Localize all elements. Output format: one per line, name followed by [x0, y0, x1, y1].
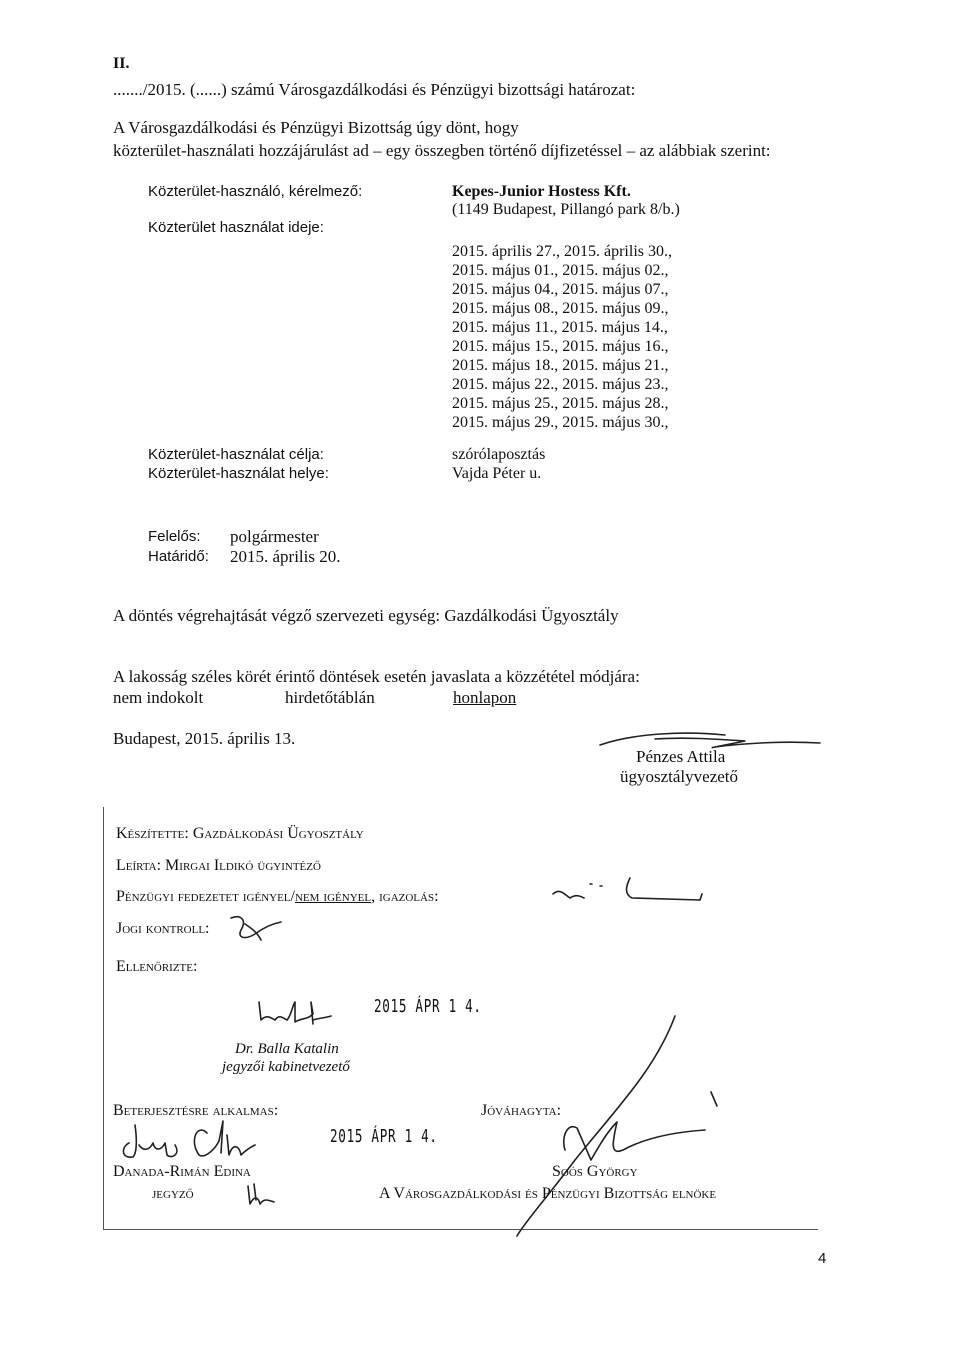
- period-label: Közterület használat ideje:: [148, 219, 324, 236]
- date-line: 2015. május 25., 2015. május 28.,: [452, 395, 669, 412]
- date-line: 2015. május 08., 2015. május 09.,: [452, 300, 669, 317]
- publication-option-selected: honlapon: [453, 688, 517, 707]
- publication-question: A lakosság széles körét érintő döntések esetén javaslata a közzététel módjára:: [113, 667, 640, 686]
- notary-title: jegyző: [152, 1185, 194, 1202]
- prepared-by: Készítette: Gazdálkodási Ügyosztály: [116, 825, 364, 842]
- applicant-label: Közterület-használó, kérelmező:: [148, 183, 363, 200]
- executing-unit: A döntés végrehajtását végző szervezeti egység: Gazdálkodási Ügyosztály: [113, 606, 619, 625]
- signature-notary-initial: [240, 1180, 280, 1210]
- purpose-value: szórólaposztás: [452, 446, 546, 463]
- applicant-address: (1149 Budapest, Pillangó park 8/b.): [452, 201, 680, 218]
- checked-label: Ellenőrizte:: [116, 958, 198, 975]
- date-line: 2015. május 22., 2015. május 23.,: [452, 376, 669, 393]
- signer-name: Pénzes Attila: [636, 747, 726, 766]
- applicant-name: Kepes-Junior Hostess Kft.: [452, 183, 631, 200]
- deadline-value: 2015. április 20.: [230, 547, 341, 566]
- signature-chair: [505, 1010, 735, 1240]
- signature-notary: [115, 1115, 275, 1165]
- submission-label: Beterjesztésre alkalmas:: [113, 1102, 279, 1119]
- finance-line: [116, 888, 439, 906]
- date-line: 2015. május 29., 2015. május 30.,: [452, 414, 669, 431]
- date-line: 2015. május 18., 2015. május 21.,: [452, 357, 669, 374]
- deadline-label: Határidő:: [148, 548, 209, 565]
- publication-option: nem indokolt: [113, 688, 204, 707]
- signature-finance: [550, 872, 710, 906]
- date-line: 2015. május 11., 2015. május 14.,: [452, 319, 668, 336]
- intro-line-2: közterület-használati hozzájárulást ad – egy összegben történő díjfizetéssel – az alábbiak szerint:: [113, 141, 771, 160]
- section-number: II.: [113, 55, 130, 72]
- responsible-value: polgármester: [230, 527, 319, 546]
- date-line: 2015. május 01., 2015. május 02.,: [452, 262, 669, 279]
- chair-name: Soós György: [552, 1163, 638, 1180]
- checker-title: jegyzői kabinetvezető: [222, 1059, 350, 1075]
- purpose-label: Közterület-használat célja:: [148, 446, 324, 463]
- resolution-heading: ......./2015. (......) számú Városgazdálkodási és Pénzügyi bizottsági határozat:: [113, 80, 636, 99]
- date-line: 2015. április 27., 2015. április 30.,: [452, 243, 672, 260]
- publication-option: hirdetőtáblán: [285, 688, 375, 707]
- place-label: Közterület-használat helye:: [148, 465, 329, 482]
- written-by: Leírta: Mirgai Ildikó ügyintéző: [116, 857, 321, 874]
- intro-line-1: A Városgazdálkodási és Pénzügyi Bizottság úgy dönt, hogy: [113, 118, 519, 137]
- notary-name: Danada-Rimán Edina: [113, 1163, 251, 1180]
- date-line: 2015. május 15., 2015. május 16.,: [452, 338, 669, 355]
- signature-legal: [225, 910, 285, 946]
- place-date: Budapest, 2015. április 13.: [113, 729, 296, 748]
- signature-checker: [255, 996, 335, 1026]
- date-line: 2015. május 04., 2015. május 07.,: [452, 281, 669, 298]
- legal-control: Jogi kontroll:: [116, 920, 210, 937]
- place-value: Vajda Péter u.: [452, 465, 542, 482]
- finance-selected: nem igényel: [294, 888, 372, 905]
- finance-prefix: Pénzügyi fedezetet igényel/: [116, 888, 295, 905]
- approved-label: Jóváhagyta:: [481, 1102, 562, 1119]
- signer-title: ügyosztályvezető: [620, 767, 739, 786]
- page-number: 4: [818, 1250, 827, 1267]
- finance-suffix: , igazolás:: [371, 888, 439, 905]
- submission-stamp: 2015 ÁPR 1 4.: [330, 1126, 438, 1147]
- checker-name: Dr. Balla Katalin: [235, 1041, 339, 1057]
- chair-title: A Városgazdálkodási és Pénzügyi Bizottság elnöke: [379, 1185, 717, 1202]
- received-stamp: 2015 ÁPR 1 4.: [374, 996, 482, 1017]
- responsible-label: Felelős:: [148, 528, 201, 545]
